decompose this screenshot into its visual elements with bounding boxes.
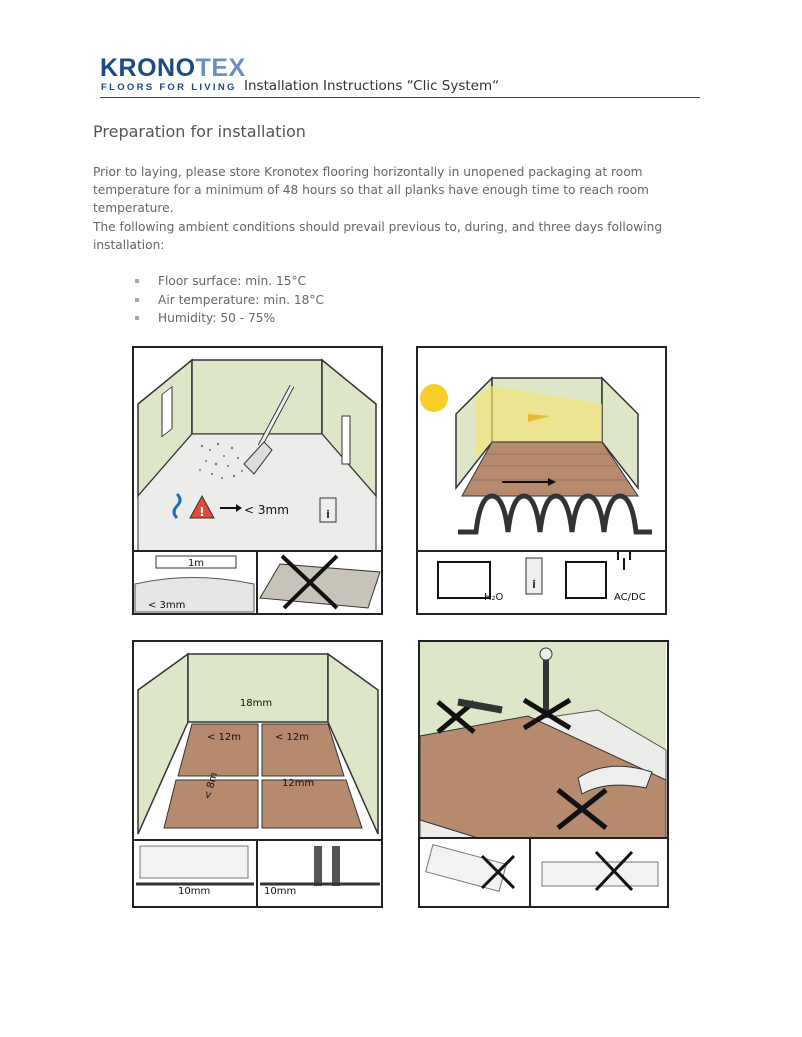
svg-text:18mm: 18mm [239, 698, 273, 709]
list-item: Floor surface: min. 15°C [133, 272, 324, 291]
h2o-heating-icon [438, 562, 490, 598]
conditions-paragraph: The following ambient conditions should prevail previous to, during, and three days following installation: [93, 220, 663, 252]
conditions-list [133, 272, 324, 328]
bullet-icon [135, 298, 139, 302]
gap-label: < 3mm [244, 503, 289, 517]
svg-text:i: i [326, 508, 330, 521]
svg-text:i: i [532, 578, 536, 591]
storage-paragraph: Prior to laying, please store Kronotex flooring horizontally in unopened packaging at room temperature for a minimum of 48 hours so that all planks have enough time to reach room temperature. [93, 165, 649, 215]
svg-text:< 12m: < 12m [206, 732, 242, 743]
svg-text:10mm: 10mm [178, 886, 211, 897]
svg-text:< 12m: < 12m [274, 732, 310, 743]
header-divider [100, 97, 700, 98]
section-title: Preparation for installation [93, 122, 306, 141]
bullet-icon [135, 316, 139, 320]
electric-heating-icon [566, 562, 606, 598]
illustration-clean-level-floor [132, 346, 384, 616]
illustration-floating-installation [418, 640, 670, 908]
illustration-underfloor-heating [416, 346, 668, 616]
kronotex-logo: KRONOTEX [100, 54, 246, 82]
back-wall [192, 360, 322, 434]
document-header [100, 54, 700, 100]
svg-text:10mm: 10mm [264, 886, 297, 897]
svg-text:12mm: 12mm [282, 778, 315, 789]
sun-icon [420, 384, 448, 412]
svg-text:1m: 1m [187, 558, 205, 569]
bullet-icon [135, 279, 139, 283]
svg-text:AC/DC: AC/DC [614, 592, 646, 603]
logo-tagline: FLOORS FOR LIVING [101, 82, 237, 93]
svg-text:H₂O: H₂O [484, 592, 504, 603]
svg-text:< 8m: < 8m [202, 771, 221, 801]
svg-text:!: ! [199, 505, 205, 519]
svg-text:< 3mm: < 3mm [148, 600, 186, 611]
list-item: Air temperature: min. 18°C [133, 291, 324, 310]
list-item: Humidity: 50 - 75% [133, 309, 324, 328]
document-title: Installation Instructions “Clic System“ [244, 78, 500, 94]
illustration-expansion-gaps [132, 640, 384, 908]
